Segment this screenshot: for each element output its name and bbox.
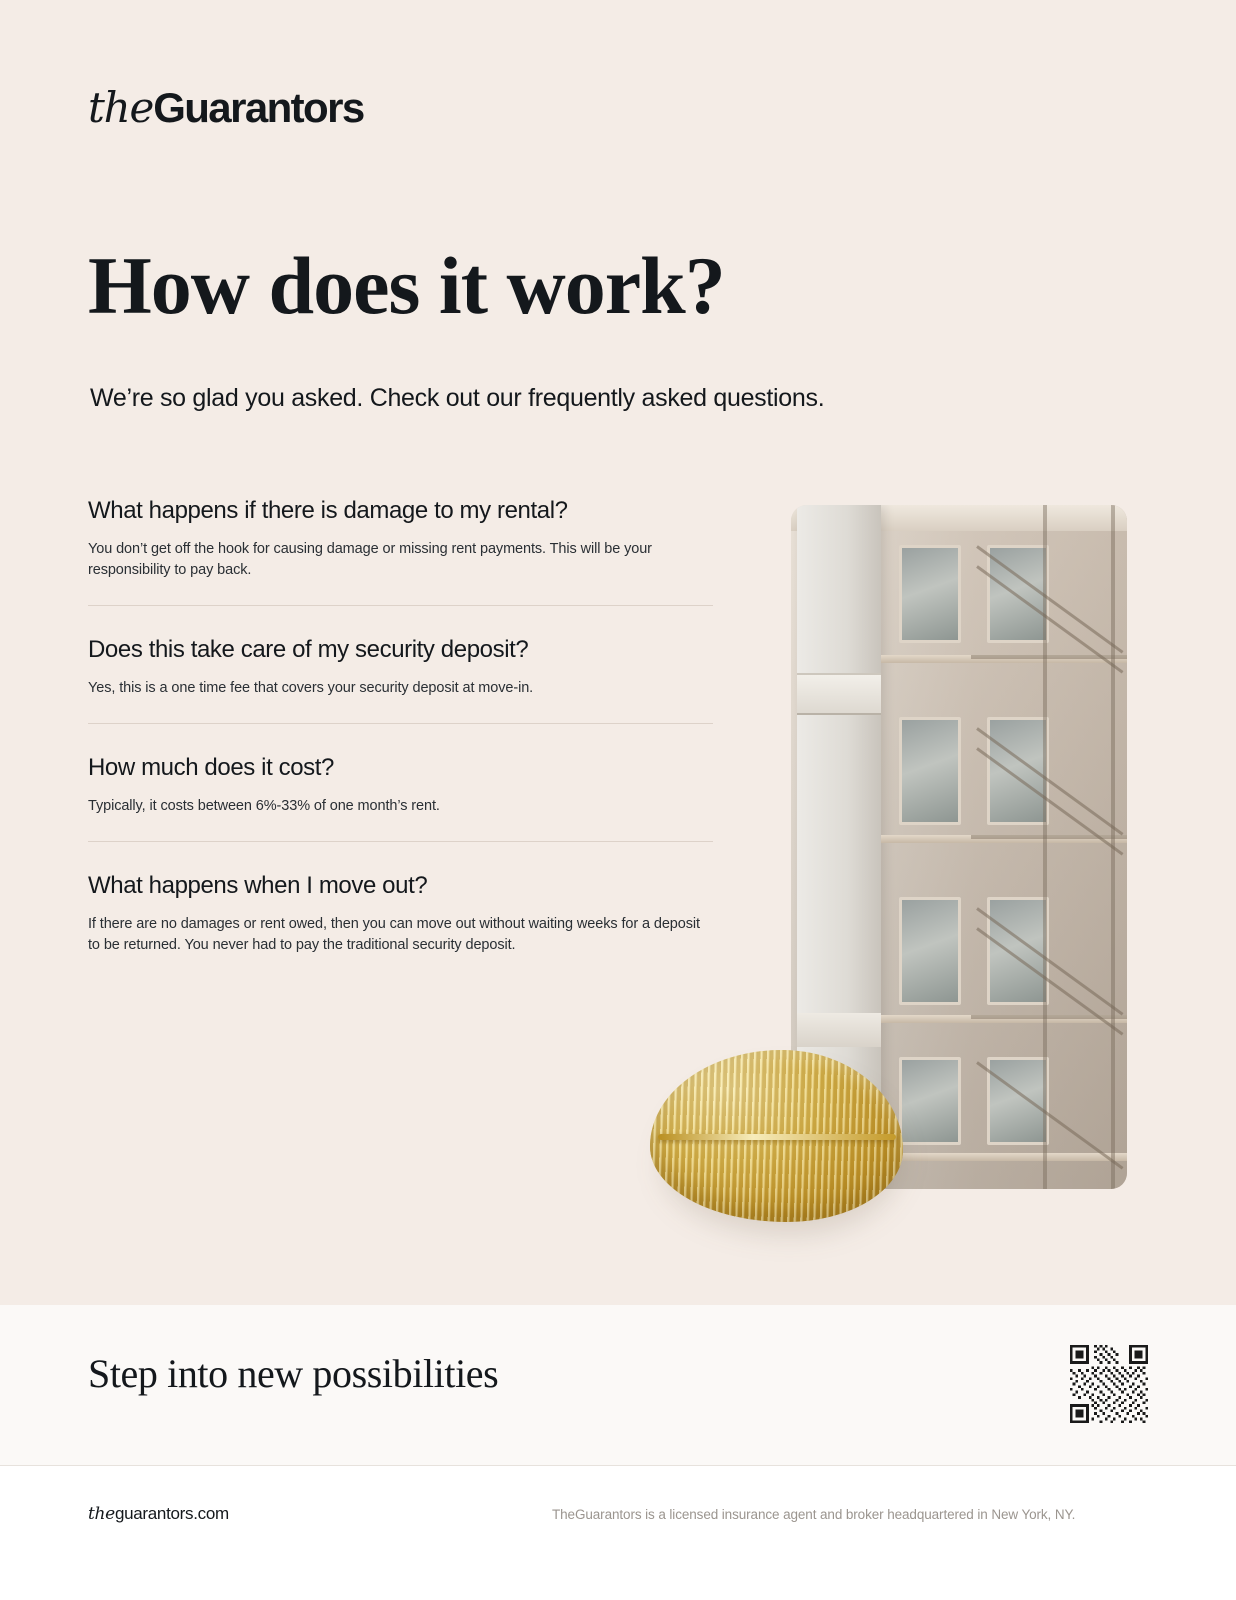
- faq-item: [88, 605, 713, 723]
- photo-column-capital: [797, 673, 881, 715]
- leaf-spine: [658, 1134, 896, 1140]
- photo-column-base: [797, 1013, 881, 1047]
- faq-list: [88, 495, 713, 980]
- photo-window: [987, 897, 1049, 1005]
- faq-item: [88, 723, 713, 841]
- footer-website-domain: guarantors.com: [114, 1504, 229, 1523]
- faq-item: [88, 495, 713, 605]
- photo-window: [899, 717, 961, 825]
- brand-logo-name: Guarantors: [153, 84, 364, 131]
- brand-logo-the: the: [88, 83, 154, 132]
- faq-answer: If there are no damages or rent owed, then you can move out without waiting weeks for a deposit to be returned. You never had to pay the traditional security deposit.: [88, 916, 700, 953]
- footer-disclaimer: TheGuarantors is a licensed insurance agent and broker headquartered in New York, NY.: [552, 1507, 1076, 1522]
- footer-website[interactable]: [88, 1504, 229, 1524]
- photo-window: [987, 717, 1049, 825]
- page-subtitle: We’re so glad you asked. Check out our frequently asked questions.: [90, 384, 825, 412]
- photo-window: [899, 545, 961, 643]
- faq-question: What happens when I move out?: [88, 872, 428, 899]
- faq-answer: Yes, this is a one time fee that covers your security deposit at move-in.: [88, 680, 534, 696]
- footer: [0, 1466, 1236, 1600]
- faq-answer: Typically, it costs between 6%-33% of one month’s rent.: [88, 798, 440, 814]
- faq-question: How much does it cost?: [88, 754, 334, 781]
- photo-window: [987, 1057, 1049, 1145]
- footer-website-the: the: [88, 1504, 115, 1524]
- cta-title: Step into new possibilities: [88, 1351, 499, 1396]
- photo-window: [899, 897, 961, 1005]
- gold-leaf-dish: [650, 1050, 903, 1235]
- fire-escape-post: [1043, 505, 1047, 1189]
- page-title: How does it work?: [88, 240, 725, 331]
- faq-item: [88, 841, 713, 980]
- photo-window: [899, 1057, 961, 1145]
- faq-answer: You don’t get off the hook for causing damage or missing rent payments. This will be your responsibility to pay back.: [88, 541, 652, 578]
- photo-ledge: [881, 1153, 1127, 1161]
- faq-question: What happens if there is damage to my rental?: [88, 497, 568, 524]
- qr-code-icon[interactable]: [1070, 1345, 1148, 1423]
- brand-logo: [88, 82, 364, 133]
- cta-band: [0, 1305, 1236, 1466]
- faq-question: Does this take care of my security deposit?: [88, 636, 529, 663]
